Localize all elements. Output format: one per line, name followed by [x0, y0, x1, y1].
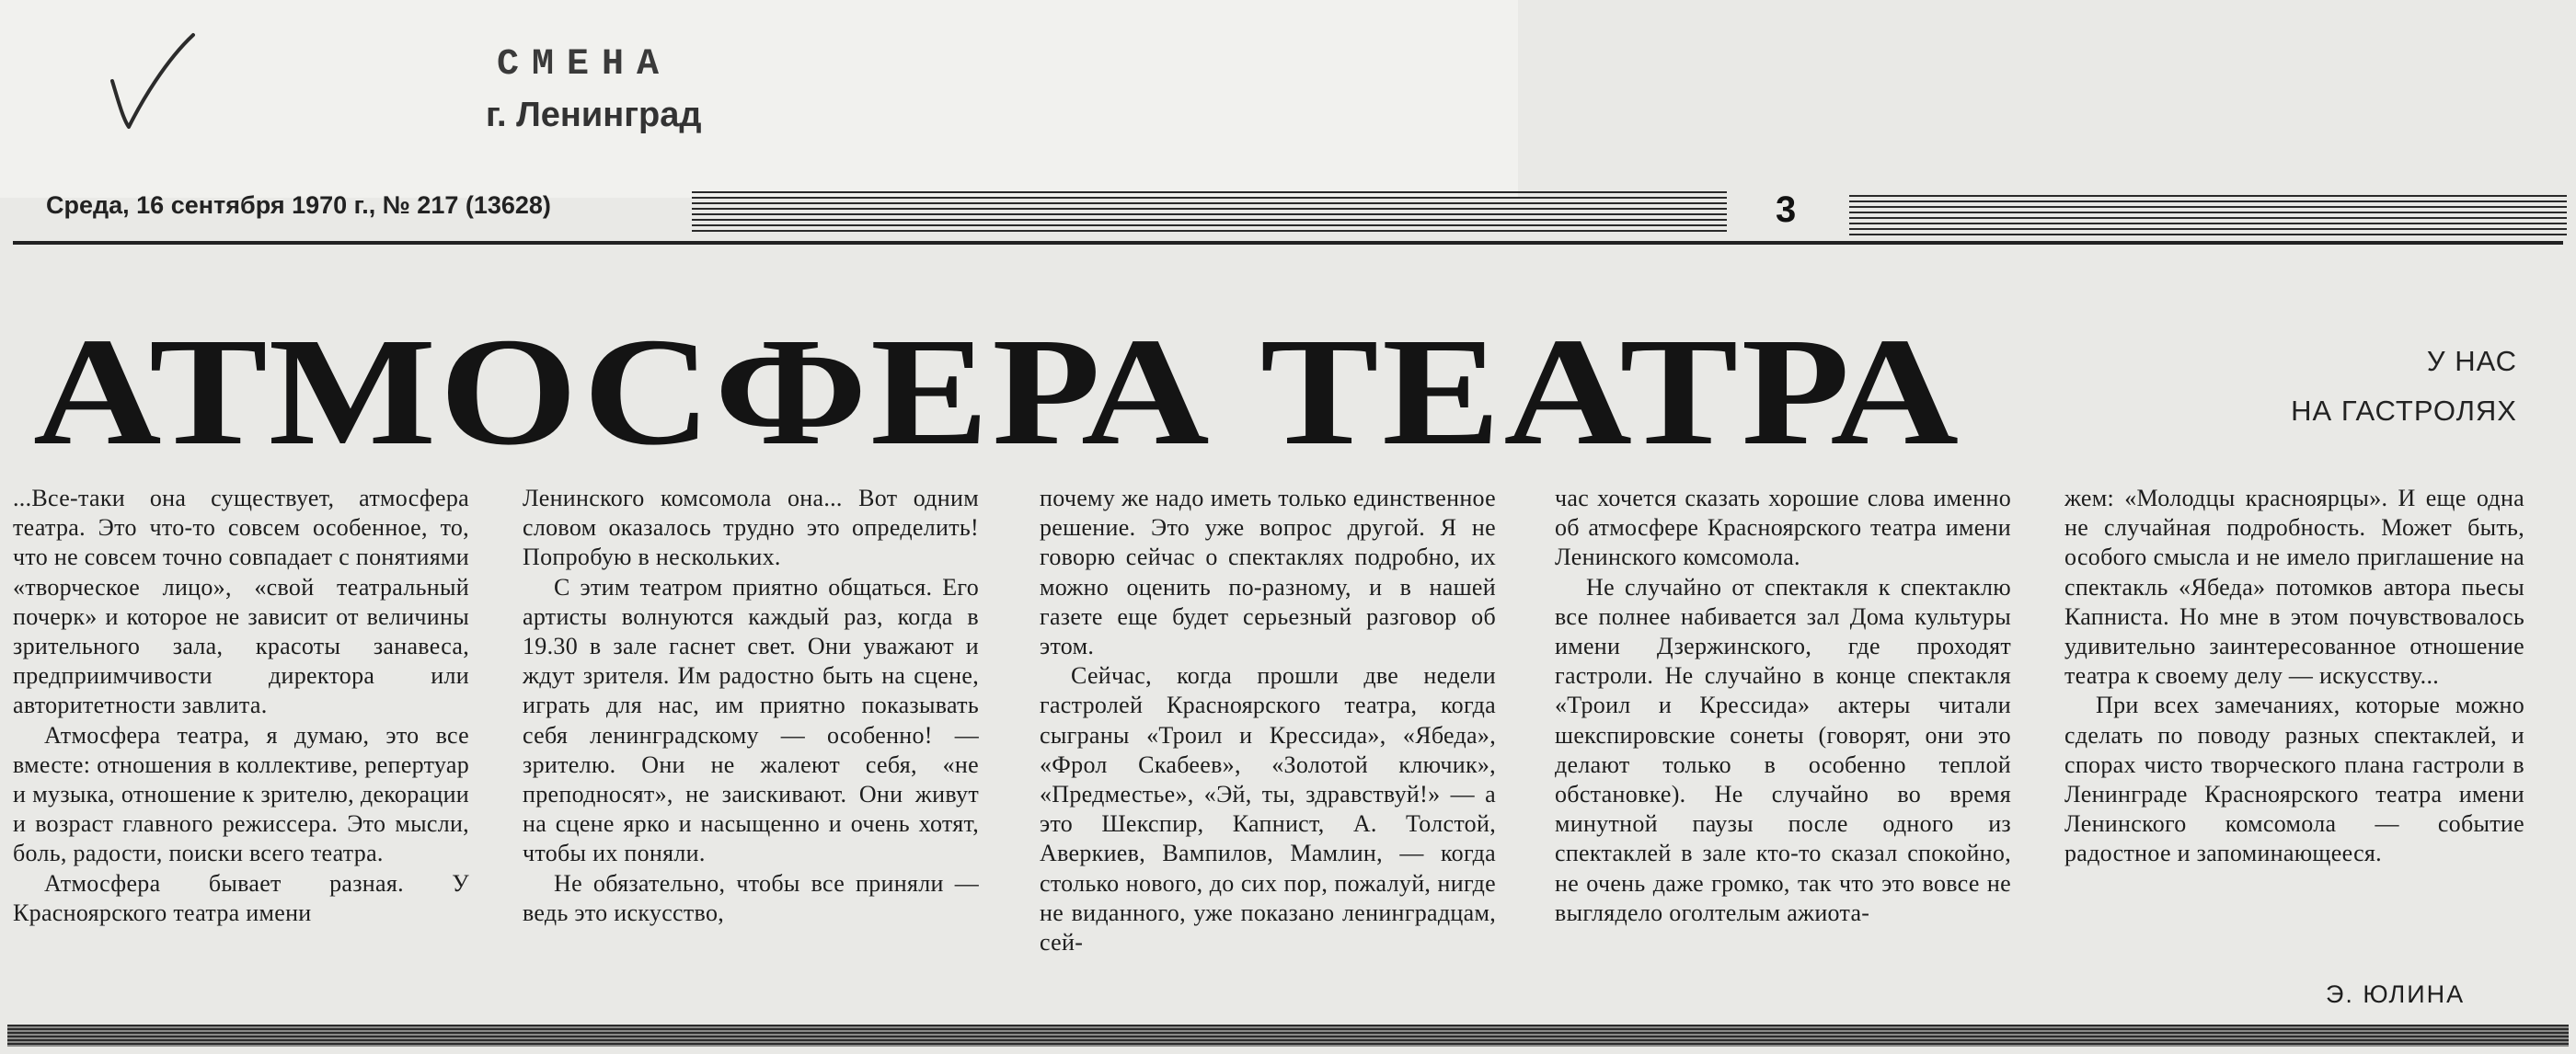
newspaper-city: г. Ленинград: [486, 96, 702, 134]
article-column-5: [2064, 484, 2524, 1017]
paragraph: Ленинского комсомола она... Вот одним словом оказалось трудно это определить! Попробую в нескольких.: [523, 485, 979, 571]
header-hatch-rule-right: [1849, 195, 2567, 237]
paragraph: Атмосфера бывает разная. У Красноярского театра имени: [13, 869, 469, 926]
section-rubric: [2291, 337, 2517, 436]
page-number: 3: [1776, 189, 1797, 230]
article-column-2: [523, 484, 979, 1017]
paragraph: Не случайно от спектакля к спектаклю все полнее набивается зал Дома культуры имени Дзержинского, где проходят гастроли. Не случайно в конце спектакля «Троил и Крессида» актеры читали шекспировские сонеты (говорят, они это делают только в особенно теплой обстановке). Не случайно во время минутной паузы после одного из спектаклей в зале кто-то сказал спокойно, не очень даже громко, так что это вовсе не выглядело оголтелым ажиота-: [1555, 573, 2011, 926]
rubric-line-2: НА ГАСТРОЛЯХ: [2291, 395, 2517, 427]
newspaper-name: СМЕНА: [497, 44, 673, 86]
paragraph: При всех замечаниях, которые можно сделать по поводу разных спектаклей, и спорах чисто творческого плана гастроли в Ленинграде Красноярского театра имени Ленинского комсомола — событие радостное и запоминающееся.: [2064, 692, 2524, 867]
paragraph: ...Все-таки она существует, атмосфера театра. Это что-то совсем особенное, то, что не совсем точно совпадает с понятиями «творческое лицо», «свой театральный почерк» и которое не зависит от величины зрительного зала, красоты занавеса, предприимчивости директора или авторитетности завлита.: [13, 485, 469, 719]
paragraph: почему же надо иметь только единственное решение. Это уже вопрос другой. Я не говорю сейчас о спектаклях подробно, их можно оценить по-разному, и в нашей газете еще будет серьезный разговор об этом.: [1040, 485, 1496, 660]
paragraph: Не обязательно, чтобы все приняли — ведь это искусство,: [523, 869, 979, 926]
author-signature: Э. ЮЛИНА: [2326, 980, 2466, 1008]
article-headline: АТМОСФЕРА ТЕАТРА: [33, 306, 1962, 477]
article-column-1: [13, 484, 469, 1017]
bottom-rule: [7, 1025, 2569, 1047]
header-hatch-rule-left: [692, 191, 1727, 234]
rubric-line-1: У НАС: [2426, 345, 2517, 377]
article-column-3: [1040, 484, 1496, 1017]
clipping-label-area: [0, 0, 1518, 198]
handwritten-check-mark: [101, 28, 202, 138]
issue-date-line: Среда, 16 сентября 1970 г., № 217 (13628): [46, 191, 551, 219]
paragraph: С этим театром приятно общаться. Его артисты волнуются каждый раз, когда в 19.30 в зале гаснет свет. Они уважают и ждут зрителя. Им радостно быть на сцене, играть для нас, им приятно показывать себя ленинградскому — особенно! — зрителю. Они не жалеют себя, «не преподносят», не заискивают. Они живут на сцене ярко и насыщенно и очень хотят, чтобы их поняли.: [523, 573, 979, 867]
paragraph: Атмосфера театра, я думаю, это все вместе: отношения в коллективе, репертуар и музыка, отношение к зрителю, декорации и возраст главного режиссера. Это мысли, боль, радости, поиски всего театра.: [13, 721, 469, 867]
paragraph: жем: «Молодцы красноярцы». И еще одна не случайная подробность. Может быть, особого смысла и не имело приглашение на спектакль «Ябеда» потомков автора пьесы Капниста. Но мне в этом почувствовалось удивительно заинтересованное отношение театра к своему делу — искусству...: [2064, 485, 2524, 690]
paragraph: час хочется сказать хорошие слова именно об атмосфере Красноярского театра имени Ленинского комсомола.: [1555, 485, 2011, 571]
paragraph: Сейчас, когда прошли две недели гастролей Красноярского театра, когда сыграны «Троил и Крессида», «Ябеда», «Фрол Скабеев», «Золотой ключик», «Предместье», «Эй, ты, здравствуй!» — а это Шекспир, Капнист, А. Толстой, Аверкиев, Вампилов, Мамлин, — когда столько нового, до сих пор, пожалуй, нигде не виданного, уже показано ленинградцам, сей-: [1040, 662, 1496, 957]
header-rule: [13, 241, 2563, 245]
article-column-4: [1555, 484, 2011, 1017]
